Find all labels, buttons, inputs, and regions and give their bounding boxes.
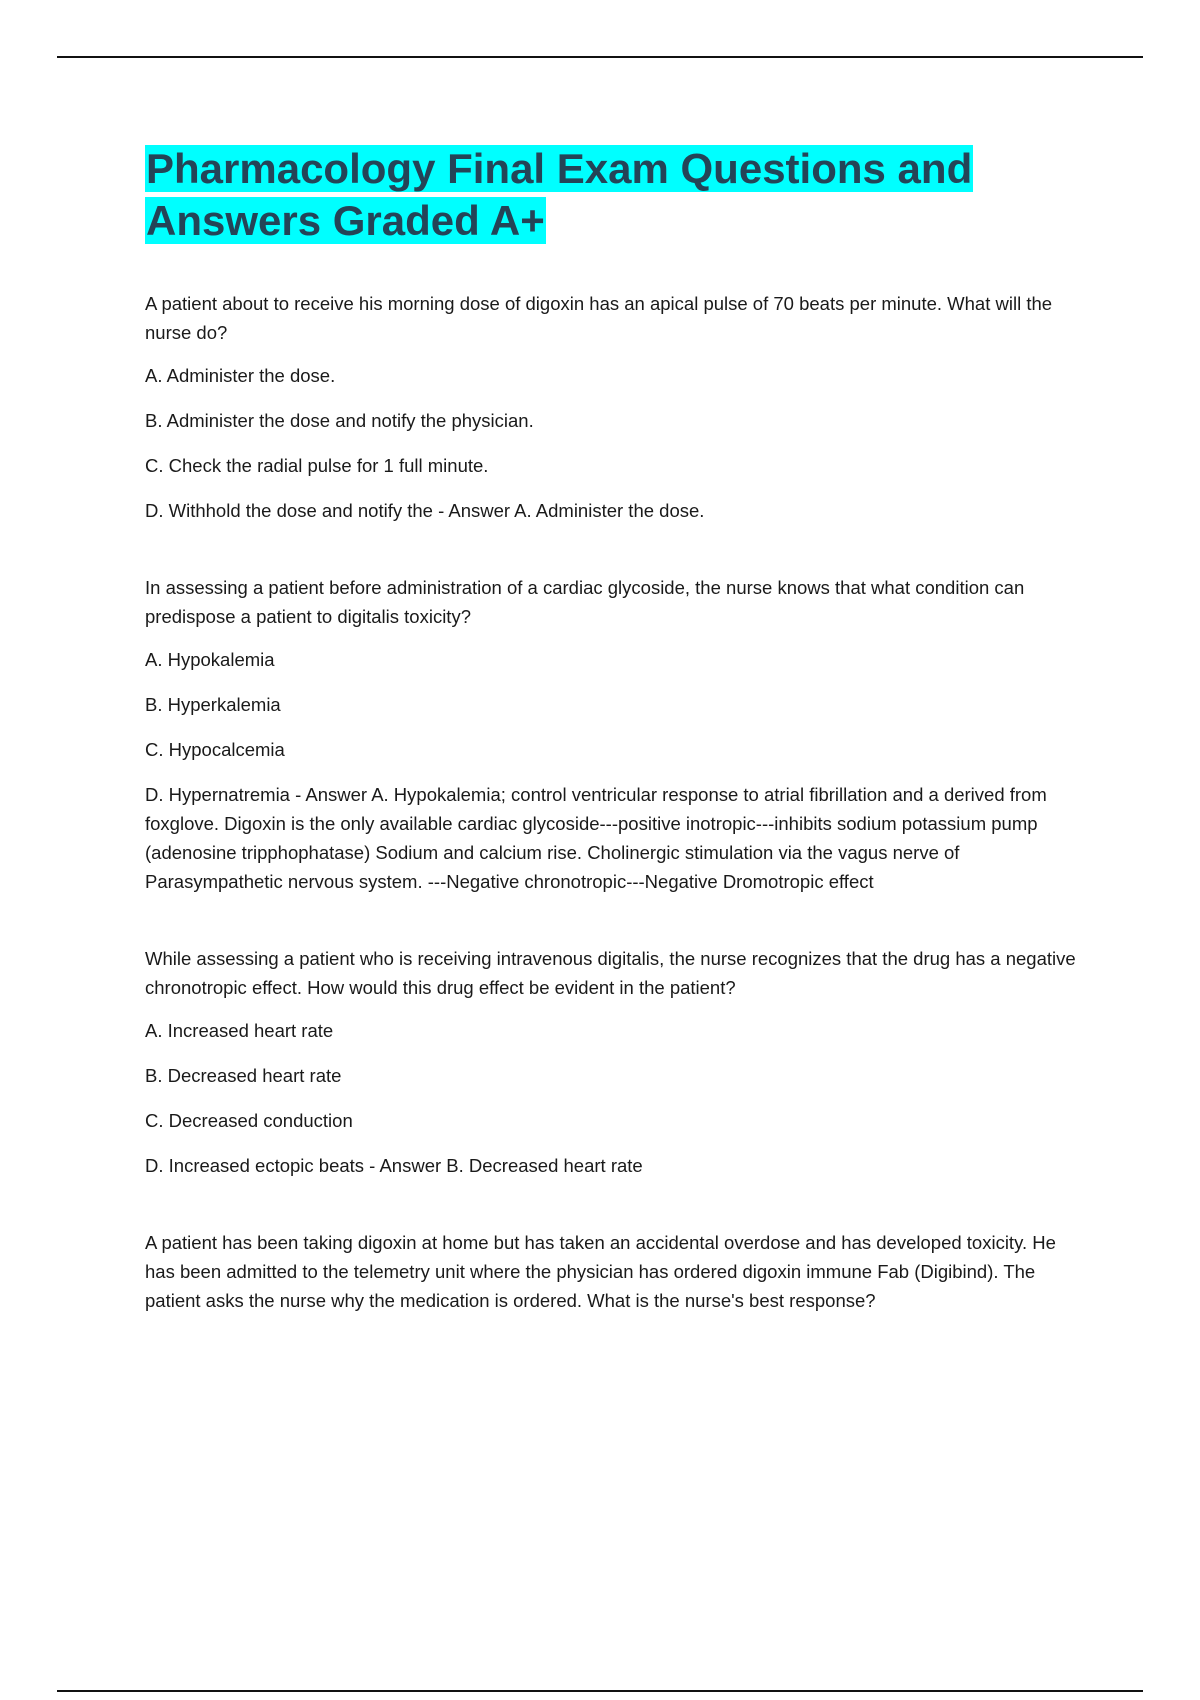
question-3 xyxy=(145,944,1090,1180)
question-text: While assessing a patient who is receiving intravenous digitalis, the nurse recognizes that the drug has a negative chronotropic effect. How would this drug effect be evident in the patient? xyxy=(145,948,1076,998)
question-1 xyxy=(145,289,1090,525)
question-text: A patient has been taking digoxin at home but has taken an accidental overdose and has developed toxicity. He has been admitted to the telemetry unit where the physician has ordered digoxin immune Fab (Digibind). The patient asks the nurse why the medication is ordered. What is the nurse's best response? xyxy=(145,1232,1056,1311)
answer-option: A. Increased heart rate xyxy=(145,1020,334,1041)
question-4 xyxy=(145,1228,1090,1315)
answer-option: B. Hyperkalemia xyxy=(145,694,281,715)
answer-option: A. Administer the dose. xyxy=(145,365,336,386)
question-text: A patient about to receive his morning dose of digoxin has an apical pulse of 70 beats per minute. What will the nurse do? xyxy=(145,293,1053,343)
answer-option-with-answer: D. Increased ectopic beats - Answer B. Decreased heart rate xyxy=(145,1155,643,1176)
answer-option-with-answer: D. Hypernatremia - Answer A. Hypokalemia; control ventricular response to atrial fibrillation and a derived from foxglove. Digoxin is the only available cardiac glycoside---positive inotropic---inhibits sodium potassium pump (adenosine tripphophatase) Sodium and calcium rise. Cholinergic stimulation via the vagus nerve of Parasympathetic nervous system. ---Negative chronotropic---Negative Dromotropic effect xyxy=(145,784,1047,892)
header-rule xyxy=(57,56,1143,58)
question-text: In assessing a patient before administration of a cardiac glycoside, the nurse knows that what condition can predispose a patient to digitalis toxicity? xyxy=(145,577,1025,627)
document-title-text: Pharmacology Final Exam Questions and Answers Graded A+ xyxy=(146,145,973,244)
answer-option: B. Administer the dose and notify the physician. xyxy=(145,410,534,431)
answer-option: C. Hypocalcemia xyxy=(145,739,285,760)
answer-option: C. Check the radial pulse for 1 full minute. xyxy=(145,455,489,476)
answer-option: B. Decreased heart rate xyxy=(145,1065,342,1086)
answer-option: A. Hypokalemia xyxy=(145,649,275,670)
answer-option: C. Decreased conduction xyxy=(145,1110,353,1131)
document-title xyxy=(145,143,1090,247)
question-2 xyxy=(145,573,1090,896)
answer-option-with-answer: D. Withhold the dose and notify the - Answer A. Administer the dose. xyxy=(145,500,705,521)
document-body xyxy=(145,143,1090,1363)
footer-rule xyxy=(57,1690,1143,1692)
